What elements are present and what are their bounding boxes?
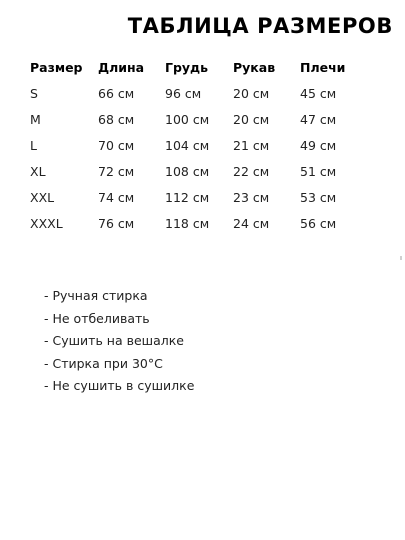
table-row [30,158,360,184]
cell-size: XXXL [30,215,63,231]
care-instruction-item: - Стирка при 30°C [44,355,163,371]
column-header-length: Длина [98,59,145,75]
column-header-size: Размер [30,59,83,75]
cell-size: S [30,85,38,101]
cell-length: 74 см [98,189,135,205]
cell-shoulders: 51 см [300,163,337,179]
cell-length: 76 см [98,215,135,231]
table-header-row [30,54,360,80]
cell-length: 66 см [98,85,135,101]
cell-chest: 96 см [165,85,202,101]
cell-shoulders: 53 см [300,189,337,205]
cell-chest: 112 см [165,189,210,205]
care-instructions-list [44,285,194,398]
cell-size: L [30,137,37,153]
cell-shoulders: 45 см [300,85,337,101]
size-table [30,54,360,236]
cell-size: XL [30,163,46,179]
cell-shoulders: 47 см [300,111,337,127]
cell-shoulders: 49 см [300,137,337,153]
cell-size: M [30,111,41,127]
cell-length: 68 см [98,111,135,127]
cell-chest: 104 см [165,137,210,153]
cell-chest: 100 см [165,111,210,127]
column-header-chest: Грудь [165,59,209,75]
cell-sleeve: 20 см [233,85,270,101]
table-row [30,106,360,132]
cell-length: 72 см [98,163,135,179]
table-row [30,132,360,158]
cell-sleeve: 22 см [233,163,270,179]
care-instruction-item: - Не сушить в сушилке [44,378,195,393]
table-row [30,210,360,236]
cell-length: 70 см [98,137,135,153]
care-instruction-item: - Не отбеливать [44,310,150,326]
cell-sleeve: 23 см [233,189,270,205]
care-instruction-item: - Ручная стирка [44,288,148,303]
page-title: ТАБЛИЦА РАЗМЕРОВ [127,14,393,38]
column-header-sleeve: Рукав [233,59,276,75]
column-header-shoulders: Плечи [300,59,346,75]
care-instruction-item: - Сушить на вешалке [44,333,184,348]
cell-shoulders: 56 см [300,215,337,231]
table-row [30,184,360,210]
cell-sleeve: 24 см [233,215,270,231]
stray-mark [400,256,402,260]
cell-sleeve: 21 см [233,137,270,153]
cell-chest: 118 см [165,215,210,231]
cell-size: XXL [30,189,55,205]
cell-sleeve: 20 см [233,111,270,127]
table-row [30,80,360,106]
cell-chest: 108 см [165,163,210,179]
